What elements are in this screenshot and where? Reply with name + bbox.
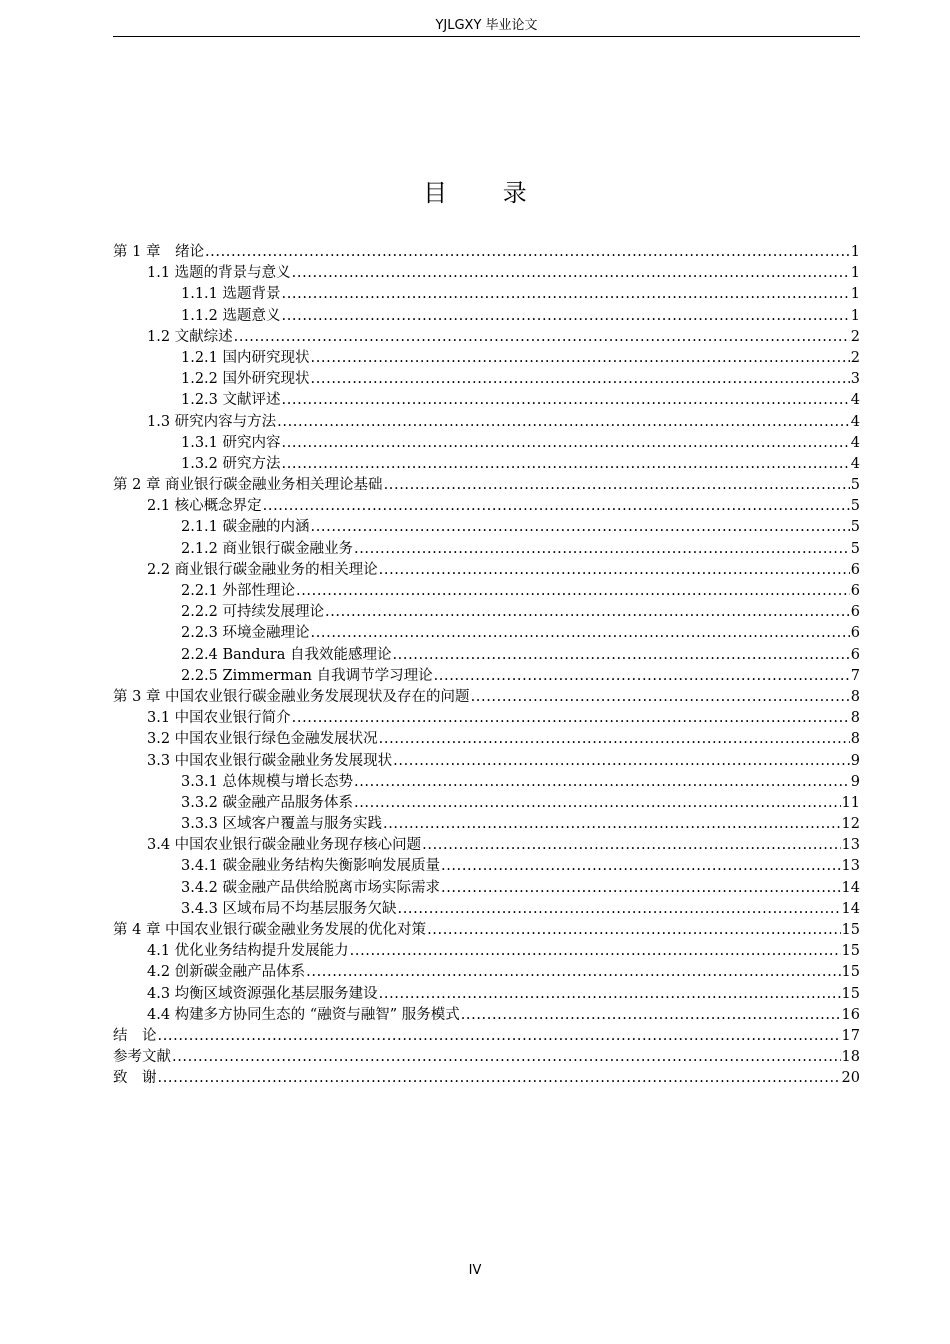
toc-entry-label: 致 谢 bbox=[113, 1070, 157, 1087]
toc-entry-label: 3.4.1 碳金融业务结构失衡影响发展质量 bbox=[181, 858, 441, 875]
toc-dot-leader bbox=[234, 327, 850, 348]
page-number: IV bbox=[468, 1263, 482, 1278]
toc-dot-leader bbox=[461, 1005, 841, 1026]
toc-entry-label: 参考文献 bbox=[113, 1049, 171, 1066]
toc-dot-leader bbox=[172, 1047, 841, 1068]
toc-entry[interactable] bbox=[113, 1005, 860, 1026]
toc-entry-label: 2.2.5 Zimmerman 自我调节学习理论 bbox=[181, 667, 433, 684]
toc-entry-label: 1.2.2 国外研究现状 bbox=[181, 371, 310, 388]
toc-entry-label: 4.1 优化业务结构提升发展能力 bbox=[147, 943, 349, 960]
toc-dot-leader bbox=[383, 814, 841, 835]
toc-entry-label: 3.3.3 区域客户覆盖与服务实践 bbox=[181, 816, 383, 833]
toc-entry-label: 1.3.1 研究内容 bbox=[181, 434, 281, 451]
toc-entry-label: 2.1 核心概念界定 bbox=[147, 498, 262, 515]
toc-entry-label: 1.3.2 研究方法 bbox=[181, 455, 281, 472]
toc-entry-page: 5 bbox=[850, 519, 860, 536]
toc-entry-page: 8 bbox=[850, 710, 860, 727]
toc-entry-page: 13 bbox=[841, 837, 860, 854]
toc-dot-leader bbox=[306, 962, 840, 983]
toc-entry[interactable] bbox=[113, 539, 860, 560]
toc-dot-leader bbox=[354, 539, 850, 560]
toc-entry-page: 11 bbox=[841, 794, 860, 811]
toc-entry-label: 1.2.1 国内研究现状 bbox=[181, 349, 310, 366]
toc-dot-leader bbox=[311, 517, 850, 538]
toc-entry[interactable] bbox=[113, 454, 860, 475]
toc-entry[interactable] bbox=[113, 962, 860, 983]
toc-entry-label: 1.1 选题的背景与意义 bbox=[147, 265, 291, 282]
toc-dot-leader bbox=[263, 496, 850, 517]
toc-entry[interactable] bbox=[113, 920, 860, 941]
toc-dot-leader bbox=[427, 920, 840, 941]
toc-entry-label: 3.4.3 区域布局不均基层服务欠缺 bbox=[181, 900, 397, 917]
toc-entry[interactable] bbox=[113, 941, 860, 962]
toc-entry-page: 1 bbox=[850, 244, 860, 260]
toc-entry[interactable] bbox=[113, 496, 860, 517]
toc-dot-leader bbox=[158, 1026, 841, 1047]
toc-entry-label: 第 1 章 绪论 bbox=[113, 244, 204, 260]
toc-entry[interactable] bbox=[113, 856, 860, 877]
toc-entry-page: 6 bbox=[850, 646, 860, 663]
table-of-contents bbox=[113, 242, 860, 1090]
toc-entry-label: 第 4 章 中国农业银行碳金融业务发展的优化对策 bbox=[113, 922, 427, 938]
toc-entry[interactable] bbox=[113, 793, 860, 814]
toc-entry-page: 20 bbox=[841, 1070, 860, 1087]
toc-dot-leader bbox=[379, 560, 850, 581]
toc-dot-leader bbox=[350, 941, 841, 962]
toc-entry[interactable] bbox=[113, 1068, 860, 1089]
toc-entry-page: 4 bbox=[850, 392, 860, 409]
toc-dot-leader bbox=[292, 263, 850, 284]
toc-entry-label: 4.4 构建多方协同生态的 “融资与融智” 服务模式 bbox=[147, 1006, 460, 1023]
toc-entry-page: 1 bbox=[850, 265, 860, 282]
toc-entry-page: 6 bbox=[850, 625, 860, 642]
toc-entry-label: 3.3 中国农业银行碳金融业务发展现状 bbox=[147, 752, 393, 769]
toc-entry[interactable] bbox=[113, 835, 860, 856]
toc-entry-label: 第 3 章 中国农业银行碳金融业务发展现状及存在的问题 bbox=[113, 688, 470, 705]
toc-entry-label: 2.2.1 外部性理论 bbox=[181, 583, 296, 599]
toc-dot-leader bbox=[441, 878, 841, 899]
toc-entry[interactable] bbox=[113, 645, 860, 666]
toc-entry-label: 2.1.2 商业银行碳金融业务 bbox=[181, 540, 354, 557]
toc-entry-page: 9 bbox=[850, 752, 860, 769]
toc-dot-leader bbox=[384, 475, 850, 496]
toc-entry[interactable] bbox=[113, 412, 860, 433]
toc-entry-page: 16 bbox=[841, 1006, 860, 1023]
toc-dot-leader bbox=[158, 1068, 841, 1089]
toc-entry[interactable] bbox=[113, 263, 860, 284]
toc-dot-leader bbox=[398, 899, 841, 920]
toc-dot-leader bbox=[434, 666, 850, 687]
toc-entry-page: 5 bbox=[850, 498, 860, 515]
toc-dot-leader bbox=[379, 984, 841, 1005]
toc-entry-label: 1.3 研究内容与方法 bbox=[147, 413, 277, 430]
toc-entry-page: 17 bbox=[841, 1027, 860, 1044]
toc-entry[interactable] bbox=[113, 687, 860, 708]
toc-dot-leader bbox=[292, 708, 850, 729]
toc-entry-page: 15 bbox=[841, 943, 860, 960]
toc-entry-label: 3.3.2 碳金融产品服务体系 bbox=[181, 794, 354, 811]
toc-dot-leader bbox=[296, 581, 850, 602]
toc-entry-label: 2.2 商业银行碳金融业务的相关理论 bbox=[147, 561, 378, 578]
toc-dot-leader bbox=[354, 793, 841, 814]
toc-entry-label: 1.1.2 选题意义 bbox=[181, 307, 281, 324]
toc-dot-leader bbox=[471, 687, 850, 708]
toc-entry[interactable] bbox=[113, 433, 860, 454]
toc-entry[interactable] bbox=[113, 751, 860, 772]
toc-entry-page: 12 bbox=[841, 816, 860, 833]
toc-dot-leader bbox=[282, 433, 850, 454]
toc-entry-page: 7 bbox=[850, 667, 860, 684]
toc-entry[interactable] bbox=[113, 390, 860, 411]
toc-entry-page: 13 bbox=[841, 858, 860, 875]
toc-entry-page: 8 bbox=[850, 731, 860, 748]
toc-entry-page: 1 bbox=[850, 286, 860, 303]
toc-dot-leader bbox=[311, 348, 850, 369]
toc-entry[interactable] bbox=[113, 517, 860, 538]
toc-entry-label: 3.2 中国农业银行绿色金融发展状况 bbox=[147, 731, 378, 748]
toc-entry-page: 4 bbox=[850, 413, 860, 430]
toc-entry-label: 2.2.4 Bandura 自我效能感理论 bbox=[181, 646, 392, 663]
toc-entry-page: 15 bbox=[841, 964, 860, 981]
toc-entry[interactable] bbox=[113, 623, 860, 644]
toc-entry[interactable] bbox=[113, 560, 860, 581]
toc-entry-page: 2 bbox=[850, 328, 860, 345]
toc-entry-page: 15 bbox=[841, 985, 860, 1002]
toc-entry-label: 第 2 章 商业银行碳金融业务相关理论基础 bbox=[113, 477, 383, 494]
toc-entry-label: 4.2 创新碳金融产品体系 bbox=[147, 964, 306, 981]
toc-entry[interactable] bbox=[113, 242, 860, 263]
toc-dot-leader bbox=[282, 284, 850, 305]
toc-dot-leader bbox=[282, 390, 850, 411]
toc-dot-leader bbox=[379, 729, 850, 750]
toc-entry[interactable] bbox=[113, 878, 860, 899]
toc-entry[interactable] bbox=[113, 729, 860, 750]
toc-entry[interactable] bbox=[113, 369, 860, 390]
toc-title: 目 录 bbox=[423, 179, 551, 207]
toc-dot-leader bbox=[311, 369, 850, 390]
toc-dot-leader bbox=[392, 645, 849, 666]
toc-entry-page: 14 bbox=[841, 900, 860, 917]
toc-entry-label: 结 论 bbox=[113, 1027, 157, 1044]
toc-entry[interactable] bbox=[113, 1026, 860, 1047]
toc-entry[interactable] bbox=[113, 772, 860, 793]
toc-entry-page: 6 bbox=[850, 604, 860, 621]
toc-entry-page: 5 bbox=[850, 477, 860, 494]
toc-dot-leader bbox=[311, 623, 850, 644]
toc-dot-leader bbox=[354, 772, 850, 793]
toc-entry[interactable] bbox=[113, 581, 860, 602]
toc-entry-page: 3 bbox=[850, 371, 860, 388]
toc-entry-label: 2.2.2 可持续发展理论 bbox=[181, 604, 325, 621]
toc-entry-label: 3.1 中国农业银行简介 bbox=[147, 710, 291, 727]
toc-entry-page: 6 bbox=[850, 561, 860, 578]
toc-entry-page: 15 bbox=[841, 922, 860, 938]
toc-entry[interactable] bbox=[113, 899, 860, 920]
toc-entry-page: 4 bbox=[850, 434, 860, 451]
toc-dot-leader bbox=[393, 751, 850, 772]
toc-entry[interactable] bbox=[113, 327, 860, 348]
toc-entry[interactable] bbox=[113, 602, 860, 623]
toc-entry-page: 4 bbox=[850, 455, 860, 472]
toc-entry-label: 3.4 中国农业银行碳金融业务现存核心问题 bbox=[147, 837, 422, 854]
toc-entry[interactable] bbox=[113, 984, 860, 1005]
toc-dot-leader bbox=[282, 454, 850, 475]
toc-entry-label: 1.2.3 文献评述 bbox=[181, 392, 281, 409]
toc-entry[interactable] bbox=[113, 666, 860, 687]
toc-entry-page: 1 bbox=[850, 307, 860, 324]
toc-dot-leader bbox=[282, 306, 850, 327]
toc-entry-page: 2 bbox=[850, 349, 860, 366]
toc-entry[interactable] bbox=[113, 708, 860, 729]
toc-dot-leader bbox=[441, 856, 841, 877]
toc-entry[interactable] bbox=[113, 814, 860, 835]
toc-dot-leader bbox=[325, 602, 850, 623]
toc-entry-page: 6 bbox=[850, 583, 860, 599]
toc-entry-label: 3.3.1 总体规模与增长态势 bbox=[181, 773, 354, 790]
toc-entry[interactable] bbox=[113, 284, 860, 305]
toc-dot-leader bbox=[277, 412, 850, 433]
page-header: YJLGXY 毕业论文 bbox=[113, 16, 860, 37]
toc-entry-page: 8 bbox=[850, 688, 860, 705]
toc-entry[interactable] bbox=[113, 306, 860, 327]
toc-entry-label: 1.2 文献综述 bbox=[147, 328, 233, 345]
toc-entry-page: 5 bbox=[850, 540, 860, 557]
toc-entry-label: 2.2.3 环境金融理论 bbox=[181, 625, 310, 642]
toc-dot-leader bbox=[422, 835, 840, 856]
toc-entry-page: 14 bbox=[841, 879, 860, 896]
toc-entry-label: 2.1.1 碳金融的内涵 bbox=[181, 519, 310, 536]
toc-entry-label: 3.4.2 碳金融产品供给脱离市场实际需求 bbox=[181, 879, 441, 896]
toc-entry-page: 18 bbox=[841, 1049, 860, 1066]
toc-entry[interactable] bbox=[113, 475, 860, 496]
toc-entry-label: 4.3 均衡区域资源强化基层服务建设 bbox=[147, 985, 378, 1002]
toc-entry-label: 1.1.1 选题背景 bbox=[181, 286, 281, 303]
toc-entry[interactable] bbox=[113, 1047, 860, 1068]
toc-entry-page: 9 bbox=[850, 773, 860, 790]
toc-dot-leader bbox=[205, 242, 850, 263]
toc-entry[interactable] bbox=[113, 348, 860, 369]
